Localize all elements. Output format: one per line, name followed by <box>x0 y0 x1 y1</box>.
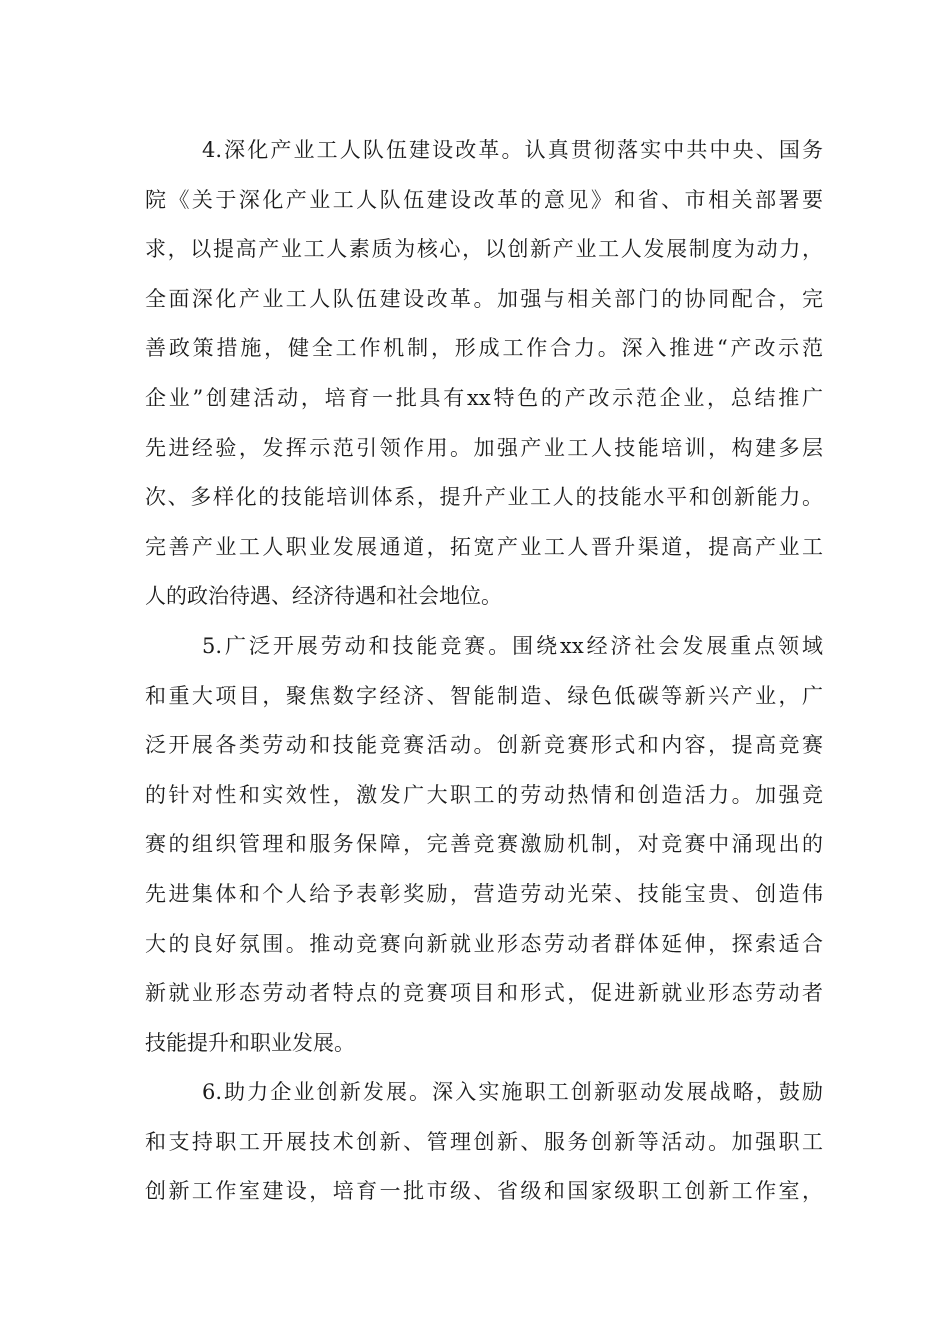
paragraph-line: 和支持职工开展技术创新、管理创新、服务创新等活动。加强职工 <box>145 1129 823 1154</box>
paragraph-line: 院《关于深化产业工人队伍建设改革的意见》和省、市相关部署要 <box>145 187 823 212</box>
paragraph-line: 技能提升和职业发展。 <box>145 1030 355 1055</box>
paragraph-5 <box>145 622 823 1068</box>
paragraph-line: 和重大项目，聚焦数字经济、智能制造、绿色低碳等新兴产业，广 <box>145 683 823 708</box>
paragraph-line: 先进集体和个人给予表彰奖励，营造劳动光荣、技能宝贵、创造伟 <box>145 881 823 906</box>
paragraph-line: 人的政治待遇、经济待遇和社会地位。 <box>145 584 502 609</box>
paragraph-line: 6.助力企业创新发展。深入实施职工创新驱动发展战略，鼓励 <box>202 1080 823 1105</box>
paragraph-6 <box>145 1068 823 1217</box>
paragraph-line: 大的良好氛围。推动竞赛向新就业形态劳动者群体延伸，探索适合 <box>145 931 823 956</box>
paragraph-line: 新就业形态劳动者特点的竞赛项目和形式，促进新就业形态劳动者 <box>145 981 823 1006</box>
paragraph-line: 5.广泛开展劳动和技能竞赛。围绕xx经济社会发展重点领域 <box>202 633 823 658</box>
paragraph-line: 创新工作室建设，培育一批市级、省级和国家级职工创新工作室， <box>145 1179 823 1204</box>
paragraph-line: 的针对性和实效性，激发广大职工的劳动热情和创造活力。加强竞 <box>145 782 823 807</box>
document-body <box>145 126 823 1217</box>
paragraph-line: 泛开展各类劳动和技能竞赛活动。创新竞赛形式和内容，提高竞赛 <box>145 733 823 758</box>
paragraph-4 <box>145 126 823 622</box>
paragraph-line: 全面深化产业工人队伍建设改革。加强与相关部门的协同配合，完 <box>145 286 823 311</box>
paragraph-line: 求，以提高产业工人素质为核心，以创新产业工人发展制度为动力， <box>145 237 823 262</box>
paragraph-line: 先进经验，发挥示范引领作用。加强产业工人技能培训，构建多层 <box>145 435 823 460</box>
paragraph-line: 完善产业工人职业发展通道，拓宽产业工人晋升渠道，提高产业工 <box>145 534 823 559</box>
paragraph-line: 企业”创建活动，培育一批具有xx特色的产改示范企业，总结推广 <box>145 385 823 410</box>
paragraph-line: 4.深化产业工人队伍建设改革。认真贯彻落实中共中央、国务 <box>202 138 823 162</box>
paragraph-line: 赛的组织管理和服务保障，完善竞赛激励机制，对竞赛中涌现出的 <box>145 832 823 857</box>
paragraph-line: 次、多样化的技能培训体系，提升产业工人的技能水平和创新能力。 <box>145 485 823 510</box>
paragraph-line: 善政策措施，健全工作机制，形成工作合力。深入推进“产改示范 <box>145 336 823 361</box>
